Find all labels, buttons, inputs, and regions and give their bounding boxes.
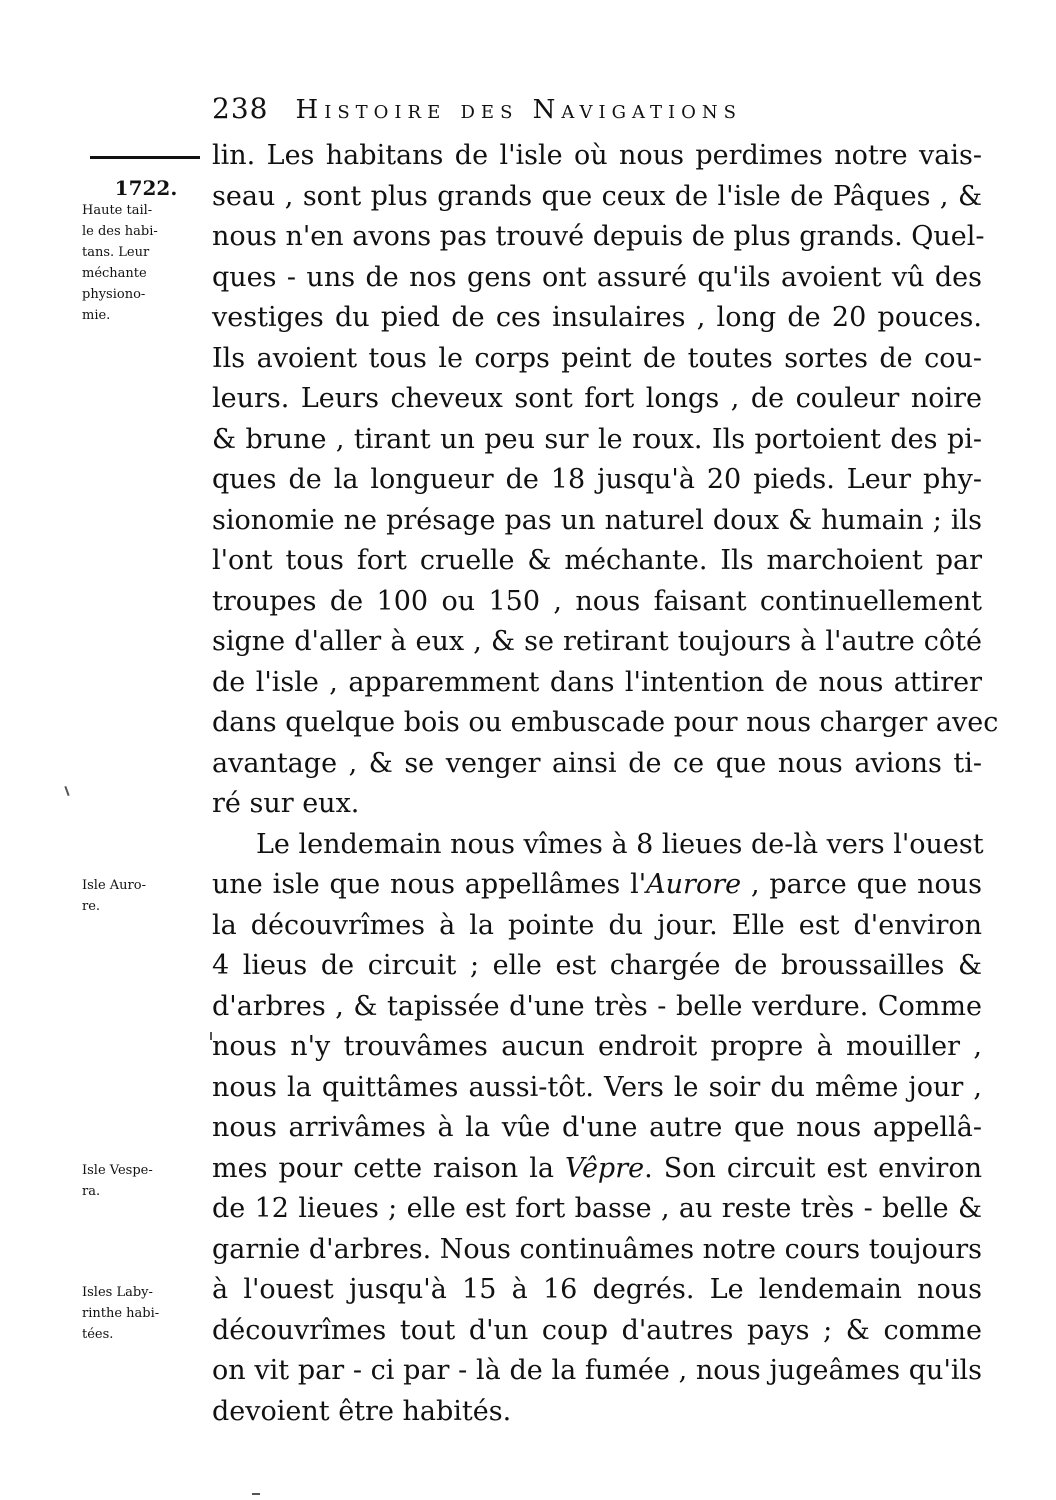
margin-note-line: physiono- [82, 287, 146, 302]
running-title: Histoire des Navigations [295, 95, 742, 125]
margin-note-1722 [82, 176, 210, 326]
margin-note-line: tées. [82, 1327, 114, 1342]
text-line: lin. Les habitans de l'isle où nous perdimes notre vais- [212, 140, 982, 171]
margin-note-line: mie. [82, 308, 111, 323]
print-speck [64, 786, 69, 796]
margin-note-isles-labyrinthe [82, 1282, 210, 1345]
text-line: avantage , & se venger ainsi de ce que nous avions ti- [212, 747, 982, 779]
paragraph-2 [212, 825, 982, 1433]
page-number: 238 [212, 92, 269, 125]
text-line: d'arbres , & tapissée d'une très - belle verdure. Comme [212, 990, 982, 1022]
text-line: leurs. Leurs cheveux sont fort longs , de couleur noire [212, 383, 982, 414]
text-line: nous la quittâmes aussi-tôt. Vers le soir du même jour , [212, 1071, 982, 1103]
print-speck [252, 1493, 260, 1495]
margin-note-line: ra. [82, 1184, 101, 1199]
margin-note-year: 1722. [114, 176, 178, 200]
margin-note-line: rinthe habi- [82, 1306, 160, 1321]
margin-note-line: le des habi- [82, 224, 158, 239]
margin-note-line: méchante [82, 266, 147, 281]
margin-note-line: tans. Leur [82, 245, 150, 260]
island-name-vepre: Vêpre [564, 1152, 645, 1184]
text-line: troupes de 100 ou 150 , nous faisant continuellement [212, 585, 982, 617]
text-line: ré sur eux. [212, 788, 360, 819]
text-line: nous arrivâmes à la vûe d'une autre que nous appellâ- [212, 1112, 982, 1143]
margin-note-line: Isle Vespe- [82, 1163, 153, 1178]
text-line: sionomie ne présage pas un naturel doux & humain ; ils [212, 504, 982, 536]
text-line: de l'isle , apparemment dans l'intention de nous attirer [212, 666, 982, 698]
text-run: . Son circuit est environ [644, 1152, 982, 1184]
text-line: vestiges du pied de ces insulaires , long de 20 pouces. [212, 302, 982, 333]
margin-note-line: Isles Laby- [82, 1285, 153, 1300]
text-line [212, 865, 982, 906]
running-head [212, 92, 912, 132]
main-text [212, 136, 999, 1432]
text-line: Le lendemain nous vîmes à 8 lieues de-là vers l'ouest [256, 828, 984, 860]
text-line: la découvrîmes à la pointe du jour. Elle est d'environ [212, 909, 982, 941]
paragraph-1 [212, 136, 999, 825]
text-line: dans quelque bois ou embuscade pour nous charger avec [212, 707, 999, 738]
text-line: ques - uns de nos gens ont assuré qu'ils avoient vû des [212, 261, 982, 293]
text-line: découvrîmes tout d'un coup d'autres pays ; & comme [212, 1314, 982, 1346]
text-run: , parce que nous [741, 869, 982, 900]
text-line: garnie d'arbres. Nous continuâmes notre cours toujours [212, 1233, 982, 1265]
margin-note-line: re. [82, 899, 101, 914]
margin-note-line: Haute tail- [82, 203, 153, 218]
text-line: on vit par - ci par - là de la fumée , nous jugeâmes qu'ils [212, 1355, 982, 1386]
island-name-aurore: Aurore [646, 869, 742, 900]
text-line: ques de la longueur de 18 jusqu'à 20 pieds. Leur phy- [212, 464, 982, 495]
text-line [212, 1149, 982, 1190]
text-line: seau , sont plus grands que ceux de l'isle de Pâques , & [212, 180, 982, 212]
text-run: une isle que nous appellâmes l' [212, 869, 647, 900]
text-line: de 12 lieues ; elle est fort basse , au reste très - belle & [212, 1193, 982, 1224]
text-run: mes pour cette raison la [212, 1152, 565, 1184]
text-line: l'ont tous fort cruelle & méchante. Ils marchoient par [212, 545, 982, 576]
text-line: à l'ouest jusqu'à 15 à 16 degrés. Le lendemain nous [212, 1274, 982, 1305]
margin-note-isle-vespera [82, 1160, 210, 1202]
text-line: signe d'aller à eux , & se retirant toujours à l'autre côté [212, 626, 982, 657]
text-line: Ils avoient tous le corps peint de toutes sortes de cou- [212, 342, 982, 374]
margin-rule [90, 156, 200, 159]
margin-note-line: Isle Auro- [82, 878, 146, 893]
margin-note-isle-aurore [82, 875, 210, 917]
text-line: nous n'y trouvâmes aucun endroit propre à mouiller , [212, 1031, 982, 1062]
text-line: 4 lieus de circuit ; elle est chargée de broussailles & [212, 950, 982, 981]
print-speck [210, 1032, 212, 1040]
text-line: nous n'en avons pas trouvé depuis de plus grands. Quel- [212, 221, 985, 252]
text-line: & brune , tirant un peu sur le roux. Ils portoient des pi- [212, 423, 982, 455]
text-line: devoient être habités. [212, 1395, 512, 1427]
